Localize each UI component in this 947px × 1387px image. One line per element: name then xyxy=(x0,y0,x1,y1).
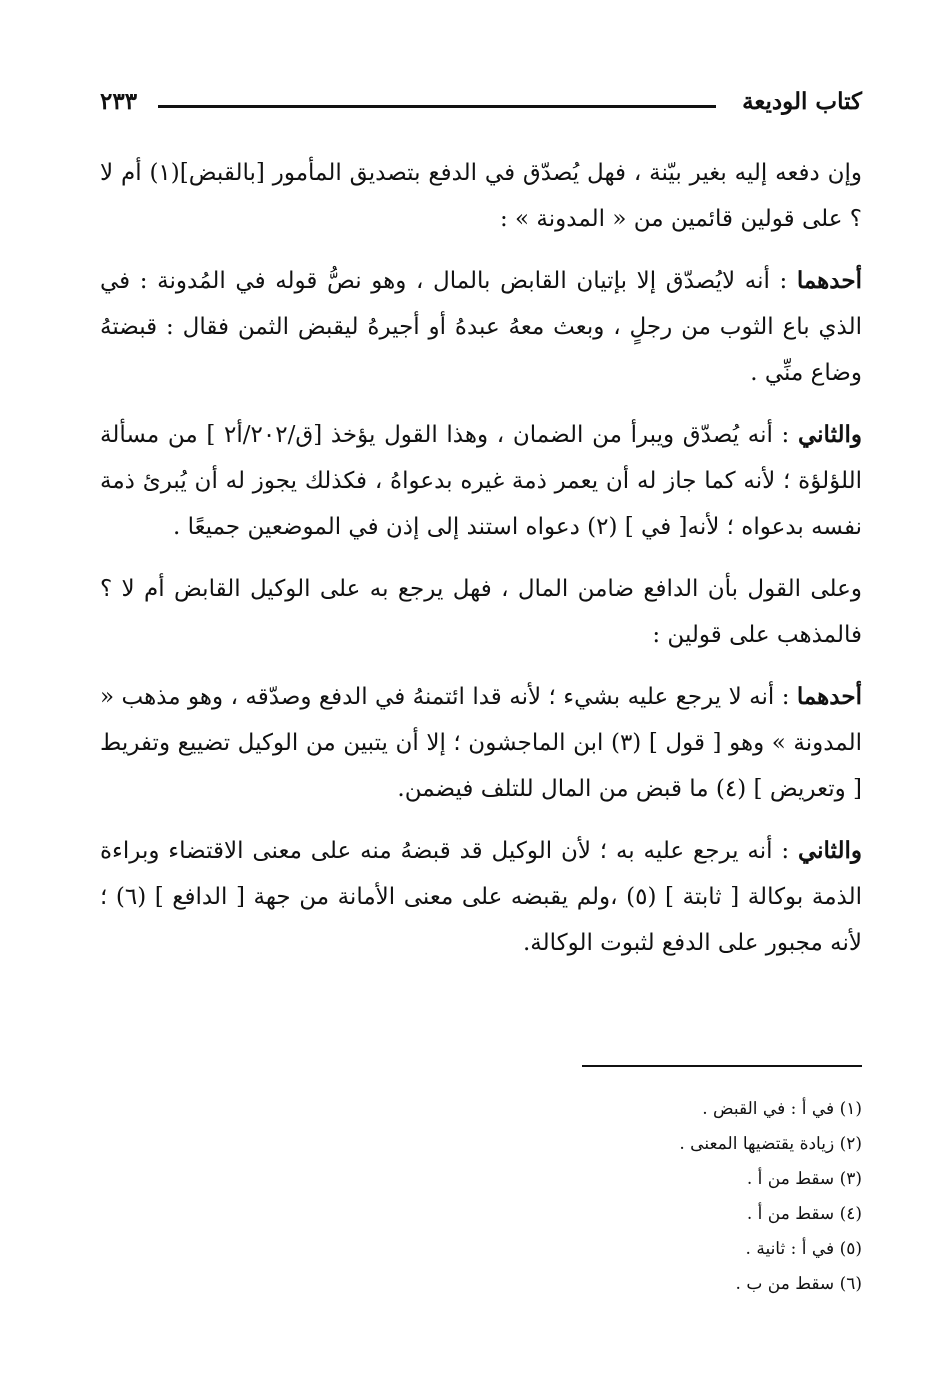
footnote: (٢) زيادة يقتضيها المعنى . xyxy=(679,1134,862,1154)
paragraph xyxy=(100,412,862,550)
paragraph-text: : أنه يُصدّق ويبرأ من الضمان ، وهذا القول يؤخذ [ق/٢٠٢/أ٢ ] من مسألة اللؤلؤة ؛ لأنه كما جاز له أن يعمر ذمة غيره بدعواهُ ، فكذلك يجوز له أن يُبرئ ذمة نفسه بدعواه ؛ لأنه[ في ] (٢) دعواه استند إلى إذن في الموضعين جميعًا . xyxy=(100,422,862,540)
footnotes xyxy=(462,1092,862,1302)
paragraph-text: وإن دفعه إليه بغير بيّنة ، فهل يُصدّق في الدفع بتصديق المأمور [بالقبض](١) أم لا ؟ على قولين قائمين من « المدونة » : xyxy=(100,160,863,232)
paragraph xyxy=(100,566,862,658)
footnote: (٣) سقط من أ . xyxy=(746,1169,862,1189)
footnote: (٥) في أ : ثانية . xyxy=(745,1239,862,1259)
paragraph xyxy=(100,828,862,966)
paragraph-text: وعلى القول بأن الدافع ضامن المال ، فهل يرجع به على الوكيل القابض أم لا ؟ فالمذهب على قولين : xyxy=(100,576,862,648)
footnote-rule xyxy=(582,1065,862,1067)
paragraph xyxy=(100,674,862,812)
paragraph-text: : أنه لايُصدّق إلا بإتيان القابض بالمال ، وهو نصُّ قوله في المُدونة : في الذي باع الثوب من رجلٍ ، وبعث معهُ عبدهُ أو أجيرهُ ليقبض الثمن فقال : قبضتهُ وضاع منِّي . xyxy=(100,268,862,386)
footnote: (٤) سقط من أ . xyxy=(746,1204,862,1224)
header-rule xyxy=(158,105,716,108)
paragraph-text: : أنه يرجع عليه به ؛ لأن الوكيل قد قبضهُ منه على معنى الاقتضاء وبراءة الذمة بوكالة [ ثابتة ] (٥) ،ولم يقبضه على معنى الأمانة من جهة [ الدافع ] (٦) ؛ لأنه مجبور على الدفع لثبوت الوكالة. xyxy=(100,838,862,956)
paragraph-lead: والثاني xyxy=(797,421,863,448)
running-title: كتاب الوديعة xyxy=(742,88,862,115)
paragraph-text: : أنه لا يرجع عليه بشيء ؛ لأنه قدا ائتمنهُ في الدفع وصدّقه ، وهو مذهب « المدونة » وهو [ قول ] (٣) ابن الماجشون ؛ إلا أن يتبين من الوكيل تضييع وتفريط [ وتعريض ] (٤) ما قبض من المال للتلف فيضمن. xyxy=(100,684,862,802)
paragraph-lead: أحدهما xyxy=(796,267,862,294)
main-text xyxy=(100,150,862,982)
paragraph xyxy=(100,258,862,396)
paragraph xyxy=(100,150,862,242)
footnote: (٦) سقط من ب . xyxy=(735,1274,862,1294)
footnote: (١) في أ : في القبض . xyxy=(702,1099,862,1119)
page-number: ٢٣٣ xyxy=(100,88,138,115)
paragraph-lead: والثاني xyxy=(797,837,862,864)
paragraph-lead: أحدهما xyxy=(796,683,862,710)
page-header xyxy=(100,88,862,124)
